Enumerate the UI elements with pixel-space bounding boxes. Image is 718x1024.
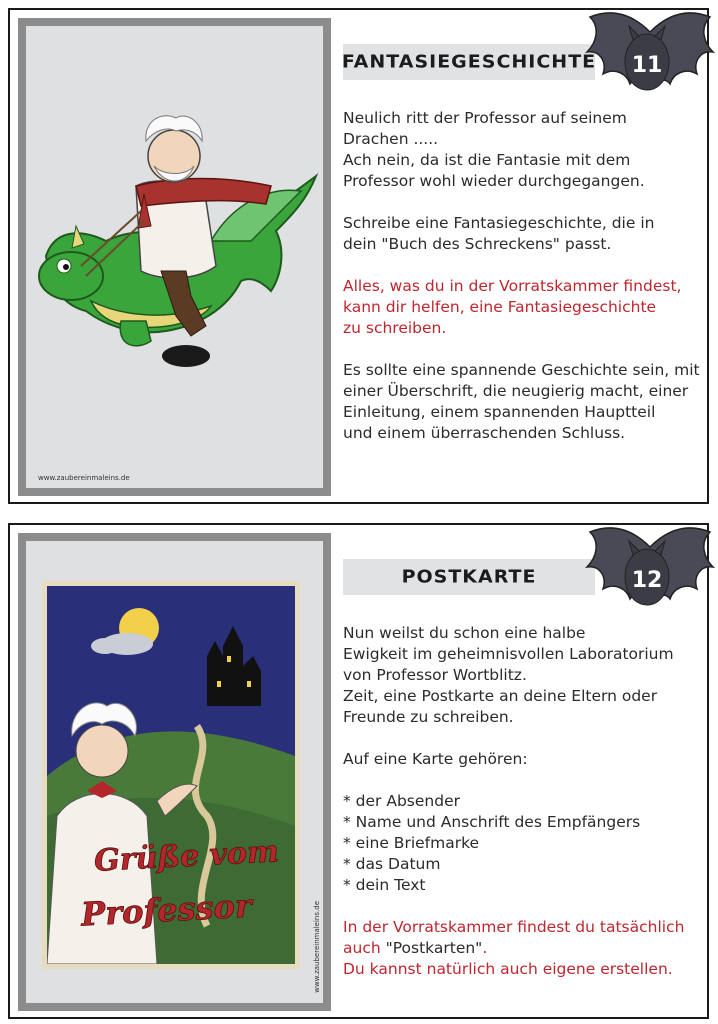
intro-paragraph: Neulich ritt der Professor auf seinem Drachen ..... Ach nein, da ist die Fantasie mit dem Professor wohl wieder durchgegangen. bbox=[343, 109, 645, 190]
list-item: * der Absender bbox=[343, 792, 460, 810]
hint-paragraph: In der Vorratskammer findest du tatsächlich auch "Postkarten". Du kannst natürlich auch eigene erstellen. bbox=[343, 918, 685, 978]
list-item: * Name und Anschrift des Empfängers bbox=[343, 813, 641, 831]
checklist bbox=[343, 791, 703, 896]
card-title: FANTASIEGESCHICHTE bbox=[341, 51, 597, 73]
postcard-text-line1: Grüße vom bbox=[93, 834, 280, 879]
hint-paragraph: Alles, was du in der Vorratskammer findest, kann dir helfen, eine Fantasiegeschichte zu schreiben. bbox=[343, 277, 682, 337]
card-title: POSTKARTE bbox=[401, 566, 537, 588]
website-credit: www.zaubereinmaleins.de bbox=[313, 901, 321, 993]
intro-paragraph: Nun weilst du schon eine halbe Ewigkeit im geheimnisvollen Laboratorium von Professor Wortblitz. Zeit, eine Postkarte an deine Eltern oder Freunde zu schreiben. bbox=[343, 624, 674, 726]
illustration-panel bbox=[26, 26, 323, 488]
task-paragraph: Schreibe eine Fantasiegeschichte, die in dein "Buch des Schreckens" passt. bbox=[343, 214, 655, 253]
illustration-panel bbox=[26, 541, 323, 1003]
task-card-12 bbox=[8, 523, 709, 1019]
postcard-text-line2: Professor bbox=[80, 886, 253, 934]
postcard-illustration bbox=[42, 581, 300, 969]
bat-number-badge bbox=[585, 2, 715, 112]
task-card-11 bbox=[8, 8, 709, 504]
criteria-paragraph: Es sollte eine spannende Geschichte sein, mit einer Überschrift, die neugierig macht, einer Einleitung, einem spannenden Hauptteil und einem überraschenden Schluss. bbox=[343, 361, 700, 442]
card-title-box bbox=[343, 44, 595, 80]
card-body-text bbox=[343, 623, 703, 1001]
illustration-frame bbox=[18, 18, 331, 496]
postcard-scene bbox=[47, 586, 295, 964]
list-item: * dein Text bbox=[343, 876, 426, 894]
website-credit: www.zaubereinmaleins.de bbox=[38, 474, 130, 482]
card-number: 11 bbox=[631, 53, 663, 78]
professor-riding-dragon-illustration bbox=[26, 26, 323, 488]
card-title-box bbox=[343, 559, 595, 595]
list-item: * das Datum bbox=[343, 855, 441, 873]
list-intro: Auf eine Karte gehören: bbox=[343, 750, 528, 768]
list-item: * eine Briefmarke bbox=[343, 834, 480, 852]
illustration-frame bbox=[18, 533, 331, 1011]
card-body-text bbox=[343, 108, 703, 465]
card-number: 12 bbox=[631, 568, 663, 593]
bat-number-badge bbox=[585, 517, 715, 627]
